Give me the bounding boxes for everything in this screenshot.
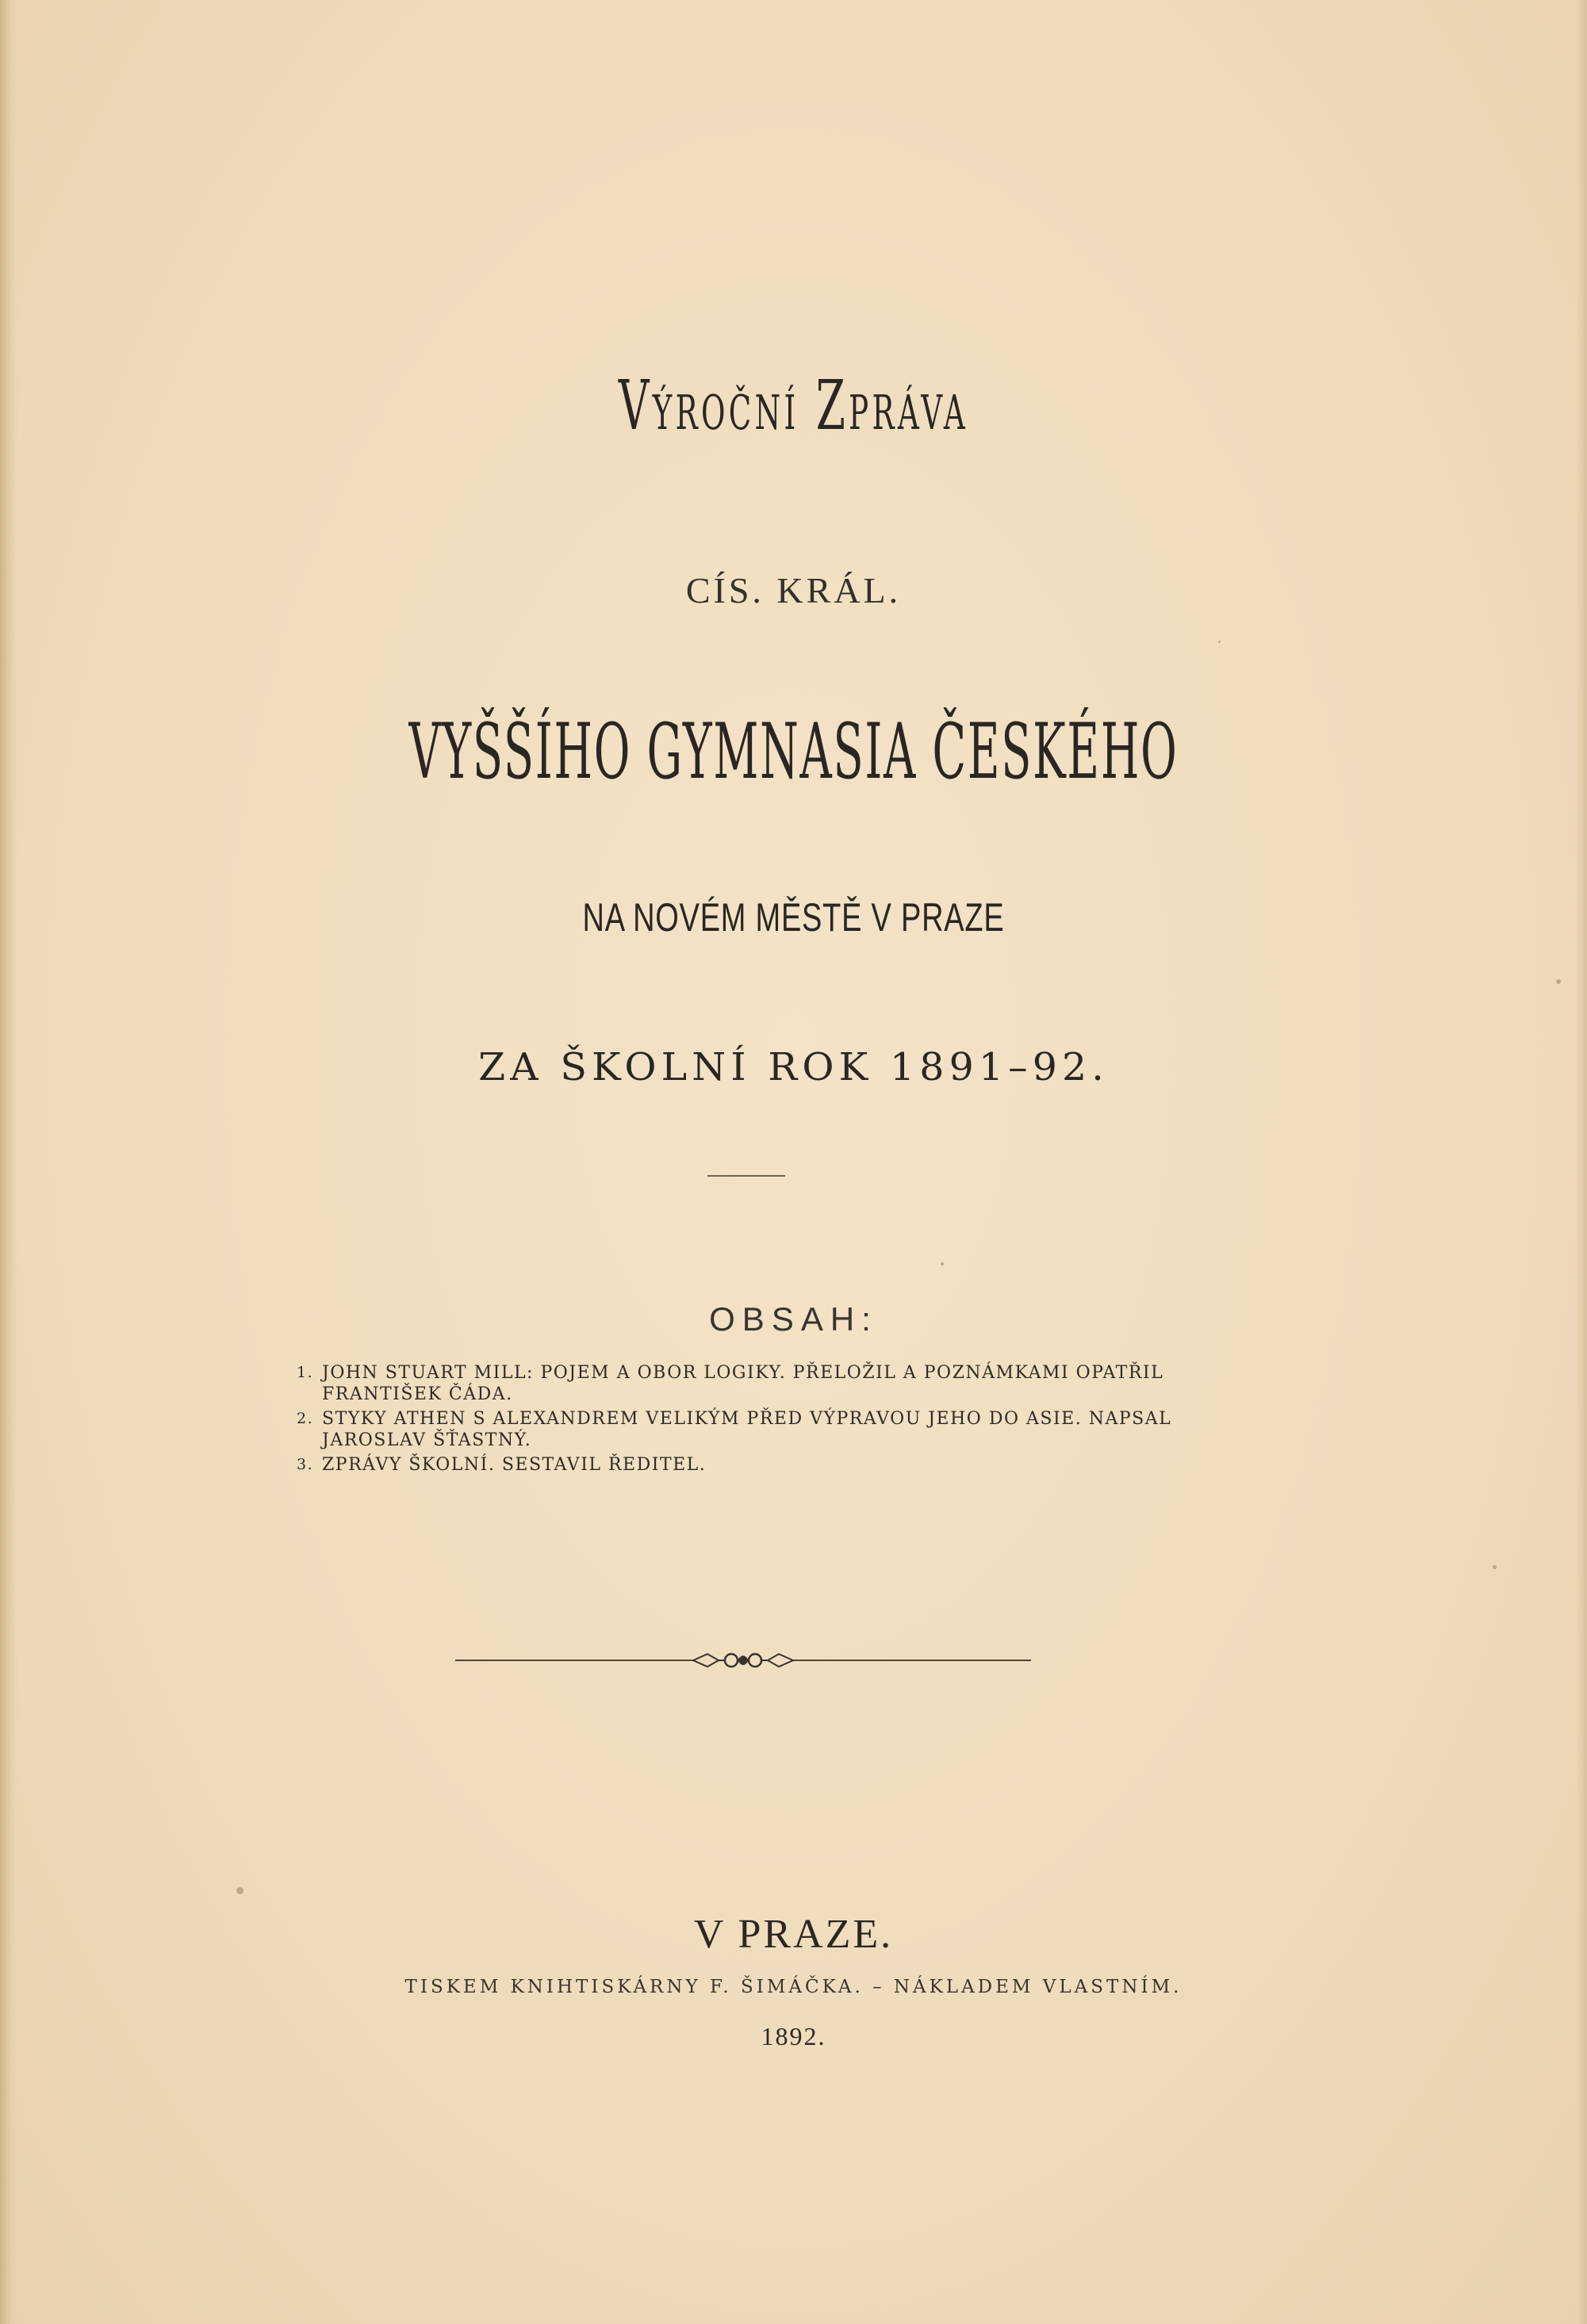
school-year: ZA ŠKOLNÍ ROK 1891–92. [478, 1045, 1109, 1089]
contents-item-text: JOHN STUART MILL: POJEM A OBOR LOGIKY. PŘELOŽIL A POZNÁMKAMI OPATŘIL FRANTIŠEK ČÁDA. [322, 1363, 1164, 1404]
contents-item [297, 1454, 1209, 1476]
paper-speck [941, 1262, 944, 1265]
printer-line: TISKEM KNIHTISKÁRNY F. ŠIMÁČKA. – NÁKLADEM VLASTNÍM. [404, 1977, 1183, 1997]
contents-list [297, 1362, 1209, 1479]
contents-item [297, 1362, 1209, 1405]
publisher-city: V PRAZE. [693, 1912, 894, 1957]
contents-item-number: 3. [297, 1456, 314, 1473]
contents-item-text: STYKY ATHEN S ALEXANDREM VELIKÝM PŘED VÝPRAVOU JEHO DO ASIE. NAPSAL JAROSLAV ŠŤASTNÝ. [322, 1409, 1172, 1450]
short-divider [707, 1175, 785, 1177]
contents-item-number: 1. [297, 1364, 314, 1381]
contents-item [297, 1408, 1209, 1451]
report-title: Výroční Zpráva [618, 366, 969, 446]
paper-speck [236, 1887, 243, 1894]
paper-speck [1218, 641, 1221, 643]
publication-year: 1892. [761, 2022, 826, 2050]
contents-heading: OBSAH: [709, 1300, 878, 1338]
ornamental-rule-icon [455, 1643, 1031, 1678]
imperial-royal-subtitle: CÍS. KRÁL. [685, 570, 902, 611]
contents-item-text: ZPRÁVY ŠKOLNÍ. SESTAVIL ŘEDITEL. [322, 1455, 707, 1475]
paper-speck [1493, 1565, 1497, 1569]
contents-item-number: 2. [297, 1410, 314, 1427]
paper-speck [1556, 979, 1561, 984]
institution-location: NA NOVÉM MĚSTĚ V PRAZE [582, 895, 1005, 940]
institution-name: VYŠŠÍHO GYMNASIA ČESKÉHO [408, 707, 1179, 796]
